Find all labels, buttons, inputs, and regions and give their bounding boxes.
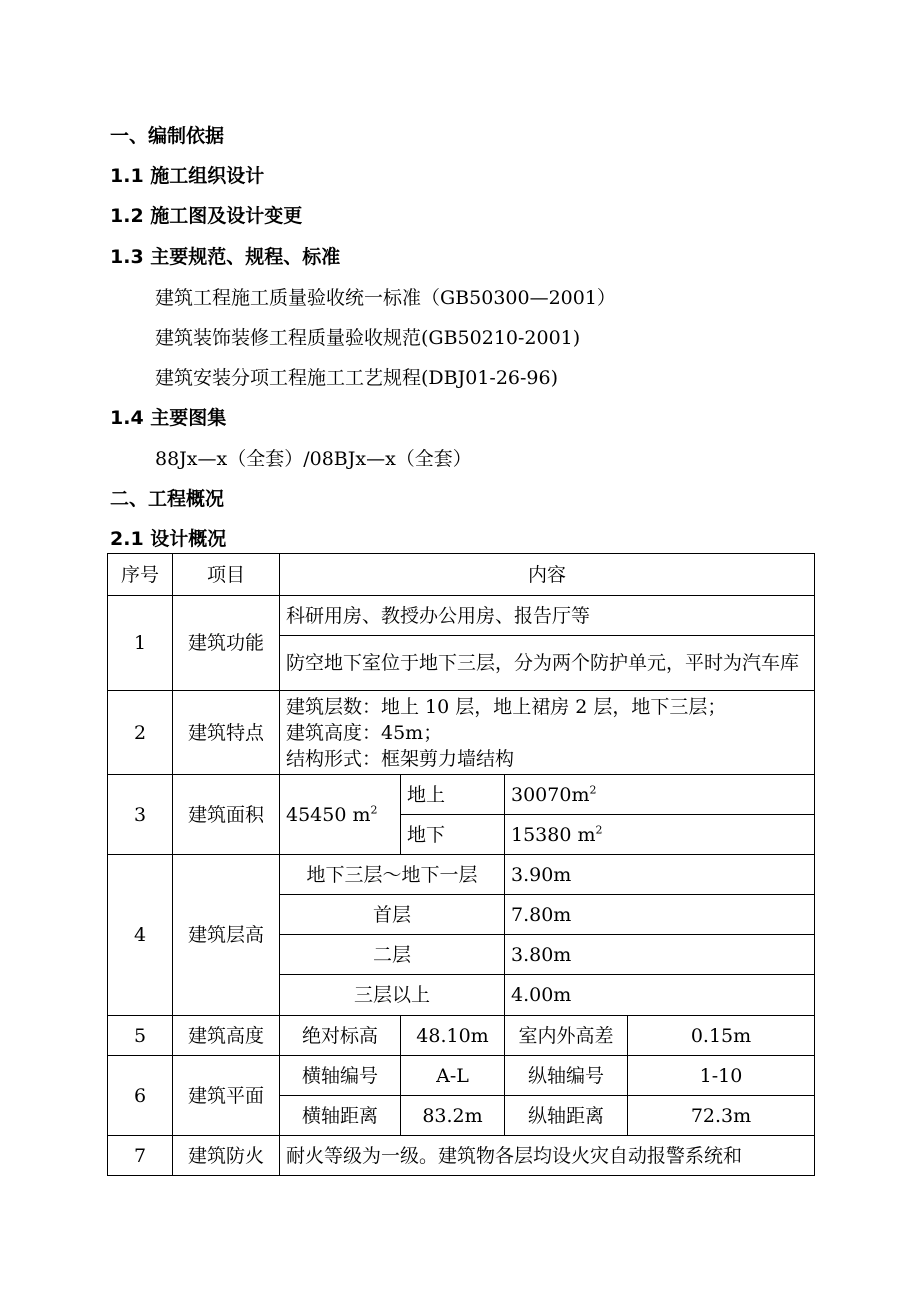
row-content: 科研用房、教授办公用房、报告厅等 [280,596,815,636]
row-no: 3 [108,775,173,855]
row-no: 7 [108,1136,173,1176]
subsection-heading-1-1: 1.1 施工组织设计 [110,165,265,187]
cell-label: 纵轴距离 [505,1096,628,1136]
atlas-item: 88Jx—x（全套）/08BJx—x（全套） [155,448,472,470]
row-item: 建筑平面 [173,1056,280,1136]
row-no: 4 [108,855,173,1016]
design-overview-table [107,553,815,1176]
standard-item: 建筑工程施工质量验收统一标准（GB50300—2001） [155,287,616,309]
row-content [280,691,815,775]
floor-label: 二层 [280,935,505,975]
total-area [280,775,401,855]
row-content-line: 建筑高度：45m； [286,721,443,744]
row-item: 建筑层高 [173,855,280,1016]
subsection-heading-1-4: 1.4 主要图集 [110,407,227,429]
section-heading-2: 二、工程概况 [110,488,225,510]
header-content: 内容 [280,554,815,596]
table-row [108,1136,815,1176]
area-below-value: 15380 m [511,823,596,846]
row-item: 建筑高度 [173,1016,280,1056]
cell-value: 83.2m [401,1096,505,1136]
superscript: 2 [595,823,603,837]
floor-label: 地下三层～地下一层 [280,855,505,895]
table-row [108,1016,815,1056]
floor-height: 3.80m [505,935,815,975]
total-area-value: 45450 m [286,803,371,826]
floor-height: 3.90m [505,855,815,895]
table-row [108,855,815,895]
superscript: 2 [370,803,378,817]
superscript: 2 [589,783,597,797]
floor-label: 三层以上 [280,975,505,1016]
subsection-heading-2-1: 2.1 设计概况 [110,528,227,550]
cell-value: 72.3m [628,1096,815,1136]
area-label: 地下 [401,815,505,855]
floor-height: 7.80m [505,895,815,935]
section-heading-1: 一、编制依据 [110,125,225,147]
table-row [108,596,815,636]
row-no: 1 [108,596,173,691]
area-label: 地上 [401,775,505,815]
cell-value: 1-10 [628,1056,815,1096]
row-item: 建筑防火 [173,1136,280,1176]
row-content: 耐火等级为一级。建筑物各层均设火灾自动报警系统和 [280,1136,815,1176]
cell-value: A-L [401,1056,505,1096]
row-content: 防空地下室位于地下三层，分为两个防护单元，平时为汽车库 [280,636,815,691]
subsection-heading-1-2: 1.2 施工图及设计变更 [110,205,303,227]
header-no: 序号 [108,554,173,596]
cell-label: 室内外高差 [505,1016,628,1056]
cell-value: 48.10m [401,1016,505,1056]
standard-item: 建筑安装分项工程施工工艺规程(DBJ01-26-96) [155,367,559,389]
row-content-line: 建筑层数：地上 10 层，地上裙房 2 层，地下三层； [286,695,727,718]
standard-item: 建筑装饰装修工程质量验收规范(GB50210-2001) [155,327,581,349]
cell-label: 纵轴编号 [505,1056,628,1096]
cell-label: 绝对标高 [280,1016,401,1056]
row-item: 建筑功能 [173,596,280,691]
floor-height: 4.00m [505,975,815,1016]
row-content-line: 结构形式：框架剪力墙结构 [286,747,515,770]
row-no: 2 [108,691,173,775]
row-no: 5 [108,1016,173,1056]
table-row [108,1056,815,1096]
table-row [108,775,815,815]
area-value [505,775,815,815]
row-item: 建筑面积 [173,775,280,855]
subsection-heading-1-3: 1.3 主要规范、规程、标准 [110,246,341,268]
table-row [108,691,815,775]
row-item: 建筑特点 [173,691,280,775]
header-item: 项目 [173,554,280,596]
row-no: 6 [108,1056,173,1136]
cell-value: 0.15m [628,1016,815,1056]
area-above-value: 30070m [511,783,590,806]
cell-label: 横轴编号 [280,1056,401,1096]
floor-label: 首层 [280,895,505,935]
table-header-row [108,554,815,596]
area-value [505,815,815,855]
cell-label: 横轴距离 [280,1096,401,1136]
